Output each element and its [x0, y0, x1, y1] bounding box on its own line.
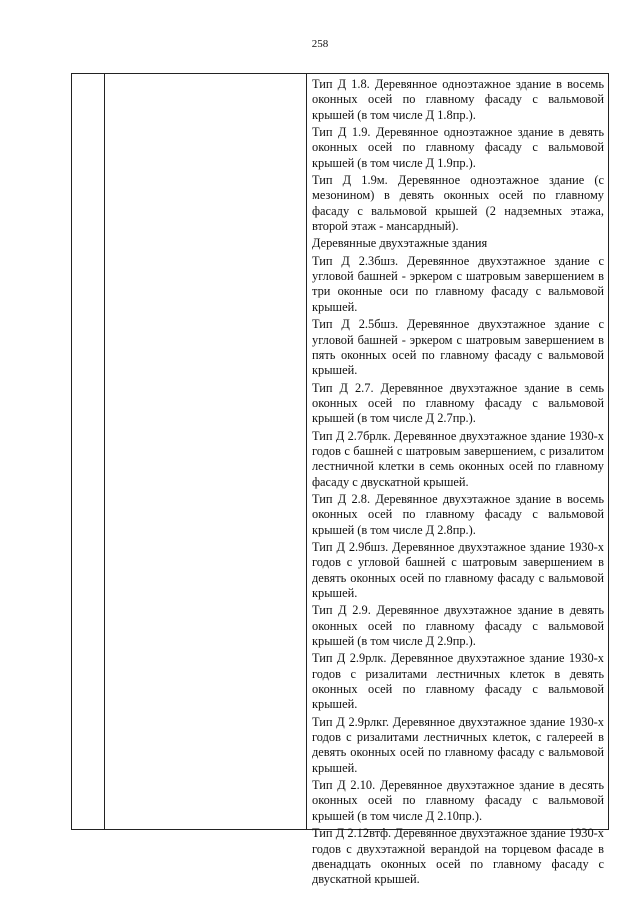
- entry-d-2-7brlk: Тип Д 2.7брлк. Деревянное двухэтажное здание 1930-х годов с башней с шатровым завершением, с ризалитом лестничной клетки в семь оконных осей по главному фасаду с двускатной крышей.: [312, 428, 604, 489]
- entry-d-2-9bshz: Тип Д 2.9бшз. Деревянное двухэтажное здание 1930-х годов с угловой башней с шатровым завершением в девять оконных осей по главному фасаду с вальмовой крышей.: [312, 539, 604, 600]
- entry-d-2-3bshz: Тип Д 2.3бшз. Деревянное двухэтажное здание с угловой башней - эркером с шатровым завершением в три оконные оси по главному фасаду с вальмовой крышей.: [312, 253, 604, 314]
- entry-d-1-9m: Тип Д 1.9м. Деревянное одноэтажное здание (с мезонином) в девять оконных осей по главному фасаду с вальмовой крышей (2 надземных этажа, второй этаж - мансардный).: [312, 173, 604, 234]
- column-divider-2: [306, 74, 307, 829]
- entry-d-2-8: Тип Д 2.8. Деревянное двухэтажное здание в восемь оконных осей по главному фасаду с вальмовой крышей (в том числе Д 2.8пр.).: [312, 491, 604, 537]
- entry-d-2-7: Тип Д 2.7. Деревянное двухэтажное здание в семь оконных осей по главному фасаду с вальмовой крышей (в том числе Д 2.7пр.).: [312, 380, 604, 426]
- column-divider-1: [104, 74, 105, 829]
- section-heading: Деревянные двухэтажные здания: [312, 236, 488, 251]
- entry-d-2-5bshz: Тип Д 2.5бшз. Деревянное двухэтажное здание с угловой башней - эркером с шатровым завершением в пять оконных осей по главному фасаду с вальмовой крышей.: [312, 317, 604, 378]
- document-table: [71, 73, 609, 887]
- entry-d-1-8: Тип Д 1.8. Деревянное одноэтажное здание в восемь оконных осей по главному фасаду с вальмовой крышей (в том числе Д 1.8пр.).: [312, 77, 604, 122]
- entry-d-2-12vtf: Тип Д 2.12втф. Деревянное двухэтажное здание 1930-х годов с двухэтажной верандой на торцевом фасаде в двенадцать оконных осей по главному фасаду с двускатной крышей.: [312, 826, 604, 887]
- entry-d-2-9rlkg: Тип Д 2.9рлкг. Деревянное двухэтажное здание 1930-х годов с ризалитами лестничных клеток, с галереей в девять оконных осей по главному фасаду с вальмовой крышей.: [312, 714, 604, 775]
- description-column: [312, 77, 604, 890]
- entry-d-1-9: Тип Д 1.9. Деревянное одноэтажное здание в девять оконных осей по главному фасаду с вальмовой крышей (в том числе Д 1.9пр.).: [312, 125, 604, 170]
- entry-d-2-9: Тип Д 2.9. Деревянное двухэтажное здание в девять оконных осей по главному фасаду с вальмовой крышей (в том числе Д 2.9пр.).: [312, 603, 604, 649]
- entry-d-2-10: Тип Д 2.10. Деревянное двухэтажное здание в десять оконных осей по главному фасаду с вальмовой крышей (в том числе Д 2.10пр.).: [312, 778, 604, 823]
- entry-d-2-9rlk: Тип Д 2.9рлк. Деревянное двухэтажное здание 1930-х годов с ризалитами лестничных клеток в девять оконных осей по главному фасаду с вальмовой крышей.: [312, 651, 604, 712]
- page-number: 258: [311, 38, 329, 50]
